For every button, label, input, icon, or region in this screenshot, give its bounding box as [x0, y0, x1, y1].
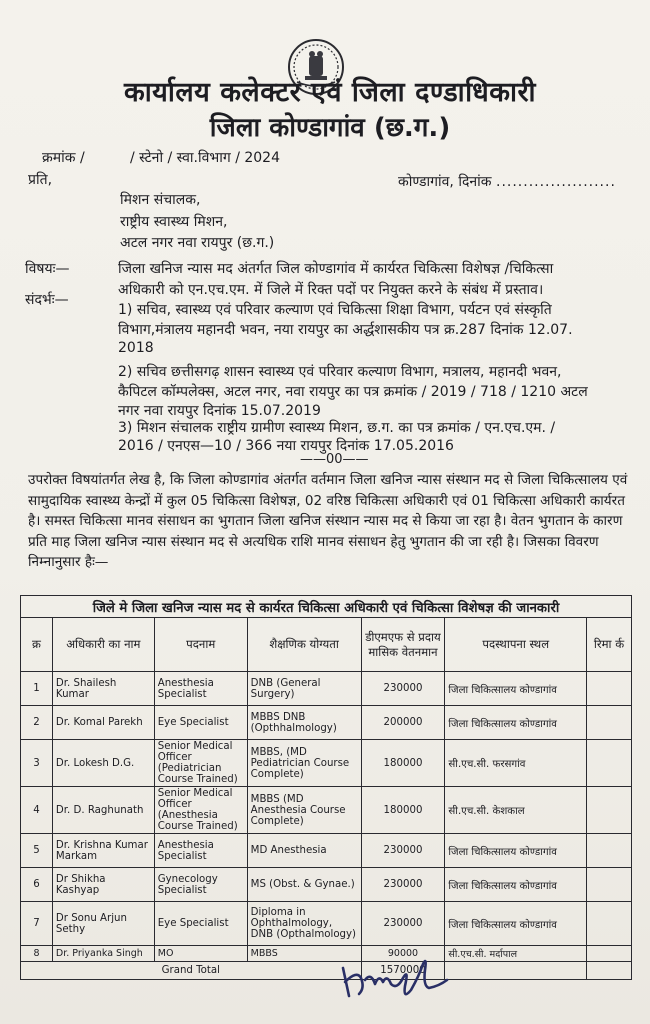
cell-remarks — [587, 740, 632, 787]
grand-total-row — [21, 962, 632, 980]
cell-remarks — [587, 868, 632, 902]
cell-name: Dr Sonu Arjun Sethy — [52, 902, 154, 946]
cell-place: जिला चिकित्सालय कोण्डागांव — [445, 672, 587, 706]
table-row — [21, 868, 632, 902]
header-qualification: शैक्षणिक योग्यता — [247, 618, 361, 672]
subject-line-2: अधिकारी को एन.एच.एम. में जिले में रिक्त पदों पर नियुक्त करने के संबंध में प्रस्ताव। — [118, 282, 544, 298]
cell-post: Gynecology Specialist — [154, 868, 247, 902]
cell-post: Anesthesia Specialist — [154, 672, 247, 706]
cell-sno: 6 — [21, 868, 53, 902]
cell-remarks — [587, 706, 632, 740]
cell-salary: 180000 — [361, 787, 445, 834]
prati-label: प्रति, — [28, 172, 53, 188]
subject-label: विषयः— — [25, 261, 70, 277]
cell-place: जिला चिकित्सालय कोण्डागांव — [445, 868, 587, 902]
cell-salary: 230000 — [361, 672, 445, 706]
cell-sno: 3 — [21, 740, 53, 787]
cell-remarks — [587, 672, 632, 706]
cell-qualification: MBBS DNB (Opthhalmology) — [247, 706, 361, 740]
header-sno: क्र — [21, 618, 53, 672]
table-row — [21, 706, 632, 740]
references-label: संदर्भः— — [25, 292, 69, 308]
cell-name: Dr. Lokesh D.G. — [52, 740, 154, 787]
cell-remarks — [587, 834, 632, 868]
cell-salary: 230000 — [361, 868, 445, 902]
signature — [335, 950, 465, 1005]
cell-name: Dr. Shailesh Kumar — [52, 672, 154, 706]
table-row — [21, 834, 632, 868]
cell-qualification: DNB (General Surgery) — [247, 672, 361, 706]
reference-line-1: 1) सचिव, स्वास्थ्य एवं परिवार कल्याण एवं चिकित्सा शिक्षा विभाग, पर्यटन एवं संस्कृति — [118, 302, 552, 318]
cell-post: Anesthesia Specialist — [154, 834, 247, 868]
table-row — [21, 740, 632, 787]
reference-line-5: कैपिटल कॉम्पलेक्स, अटल नगर, नवा रायपुर का पत्र क्रमांक / 2019 / 718 / 1210 अटल — [118, 384, 588, 400]
cell-salary: 180000 — [361, 740, 445, 787]
cell-sno: 2 — [21, 706, 53, 740]
place-date — [398, 172, 616, 191]
place-date-label: कोण्डागांव, दिनांक — [398, 174, 492, 190]
cell-place: सी.एच.सी. केशकाल — [445, 787, 587, 834]
addressee-line-3: अटल नगर नवा रायपुर (छ.ग.) — [120, 235, 275, 251]
cell-qualification: Diploma in Ophthalmology, DNB (Opthalmology) — [247, 902, 361, 946]
cell-salary: 90000 — [361, 946, 445, 962]
table-row — [21, 672, 632, 706]
cell-qualification: MBBS — [247, 946, 361, 962]
date-blank: ...................... — [496, 174, 616, 190]
cell-name: Dr. Komal Parekh — [52, 706, 154, 740]
cell-place: सी.एच.सी. मर्दापाल — [445, 946, 587, 962]
cell-post: MO — [154, 946, 247, 962]
body-paragraph: उपरोक्त विषयांतर्गत लेख है, कि जिला कोण्डागांव अंतर्गत वर्तमान जिला खनिज न्यास संस्थान मद से जिला चिकित्सालय एवं सामुदायिक स्वास्थ्य केन्द्रों में कुल 05 चिकित्सा विशेषज्ञ, 02 वरिष्ठ चिकित्सा अधिकारी एवं 01 चिकित्सा अधिकारी कार्यरत है। समस्त चिकित्सा मानव संसाधन का भुगतान जिला खनिज संस्थान न्यास मद से किया जा रहा है। वेतन भुगतान के कारण प्रति माह जिला खनिज न्यास संस्थान मद से अत्यधिक राशि मानव संसाधन हेतु भुगतान की जा रही है। जिसका विवरण निम्नानुसार हैः— — [28, 472, 628, 570]
cell-sno: 7 — [21, 902, 53, 946]
district-title: जिला कोण्डागांव (छ.ग.) — [209, 113, 451, 143]
separator: ——00—— — [300, 452, 369, 467]
grand-total-value: 1570000 — [361, 962, 445, 980]
cell-name: Dr Shikha Kashyap — [52, 868, 154, 902]
cell-place: जिला चिकित्सालय कोण्डागांव — [445, 706, 587, 740]
doctors-table — [20, 595, 632, 980]
cell-qualification: MS (Obst. & Gynae.) — [247, 868, 361, 902]
reference-line-2: विभाग,मंत्रालय महानदी भवन, नया रायपुर का अर्द्धशासकीय पत्र क्र.287 दिनांक 12.07. — [118, 322, 573, 338]
cell-place: जिला चिकित्सालय कोण्डागांव — [445, 902, 587, 946]
cell-salary: 230000 — [361, 902, 445, 946]
reference-line-6: नगर नवा रायपुर दिनांक 15.07.2019 — [118, 403, 321, 419]
office-title: कार्यालय कलेक्टर एवं जिला दण्डाधिकारी — [123, 77, 537, 108]
cell-sno: 8 — [21, 946, 53, 962]
reference-line-4: 2) सचिव छत्तीसगढ़ शासन स्वास्थ्य एवं परिवार कल्याण विभाग, मत्रालय, महानदी भवन, — [118, 364, 562, 380]
cell-remarks — [587, 902, 632, 946]
addressee-line-1: मिशन संचालक, — [120, 192, 201, 208]
cell-salary: 230000 — [361, 834, 445, 868]
header-place: पदस्थापना स्थल — [445, 618, 587, 672]
reference-line-8: 2016 / एनएस—10 / 366 नया रायपुर दिनांक 17.05.2016 — [118, 438, 454, 454]
header-post: पदनाम — [154, 618, 247, 672]
cell-name: Dr. D. Raghunath — [52, 787, 154, 834]
header-salary: डीएमएफ से प्रदाय मासिक वेतनमान — [361, 618, 445, 672]
cell-remarks — [587, 946, 632, 962]
table-caption: जिले मे जिला खनिज न्यास मद से कार्यरत चिकित्सा अधिकारी एवं चिकित्सा विशेषज्ञ की जानकारी — [21, 596, 632, 618]
letter-number-label: क्रमांक / — [42, 150, 85, 166]
cell-qualification: MD Anesthesia — [247, 834, 361, 868]
cell-post: Eye Specialist — [154, 902, 247, 946]
letter-number-reference: / स्टेनो / स्वा.विभाग / 2024 — [130, 150, 280, 166]
cell-remarks — [587, 962, 632, 980]
addressee-line-2: राष्ट्रीय स्वास्थ्य मिशन, — [120, 214, 228, 230]
cell-qualification: MBBS, (MD Pediatrician Course Complete) — [247, 740, 361, 787]
header-name: अधिकारी का नाम — [52, 618, 154, 672]
cell-qualification: MBBS (MD Anesthesia Course Complete) — [247, 787, 361, 834]
table-header-row — [21, 618, 632, 672]
cell-post: Senior Medical Officer (Anesthesia Course Trained) — [154, 787, 247, 834]
table-row — [21, 902, 632, 946]
cell-post: Senior Medical Officer (Pediatrician Course Trained) — [154, 740, 247, 787]
grand-total-label: Grand Total — [21, 962, 362, 980]
cell-remarks — [587, 787, 632, 834]
cell-salary: 200000 — [361, 706, 445, 740]
cell-name: Dr. Krishna Kumar Markam — [52, 834, 154, 868]
reference-line-7: 3) मिशन संचालक राष्ट्रीय ग्रामीण स्वास्थ्य मिशन, छ.ग. का पत्र क्रमांक / एन.एच.एम. / — [118, 420, 556, 436]
cell-sno: 4 — [21, 787, 53, 834]
cell-post: Eye Specialist — [154, 706, 247, 740]
cell-place — [445, 962, 587, 980]
reference-line-3: 2018 — [118, 340, 154, 356]
cell-place: जिला चिकित्सालय कोण्डागांव — [445, 834, 587, 868]
table-row — [21, 946, 632, 962]
subject-line-1: जिला खनिज न्यास मद अंतर्गत जिल कोण्डागांव में कार्यरत चिकित्सा विशेषज्ञ /चिकित्सा — [118, 261, 554, 277]
table-row — [21, 787, 632, 834]
cell-sno: 1 — [21, 672, 53, 706]
header-remarks: रिमा र्क — [587, 618, 632, 672]
cell-sno: 5 — [21, 834, 53, 868]
cell-place: सी.एच.सी. फरसगांव — [445, 740, 587, 787]
cell-name: Dr. Priyanka Singh — [52, 946, 154, 962]
